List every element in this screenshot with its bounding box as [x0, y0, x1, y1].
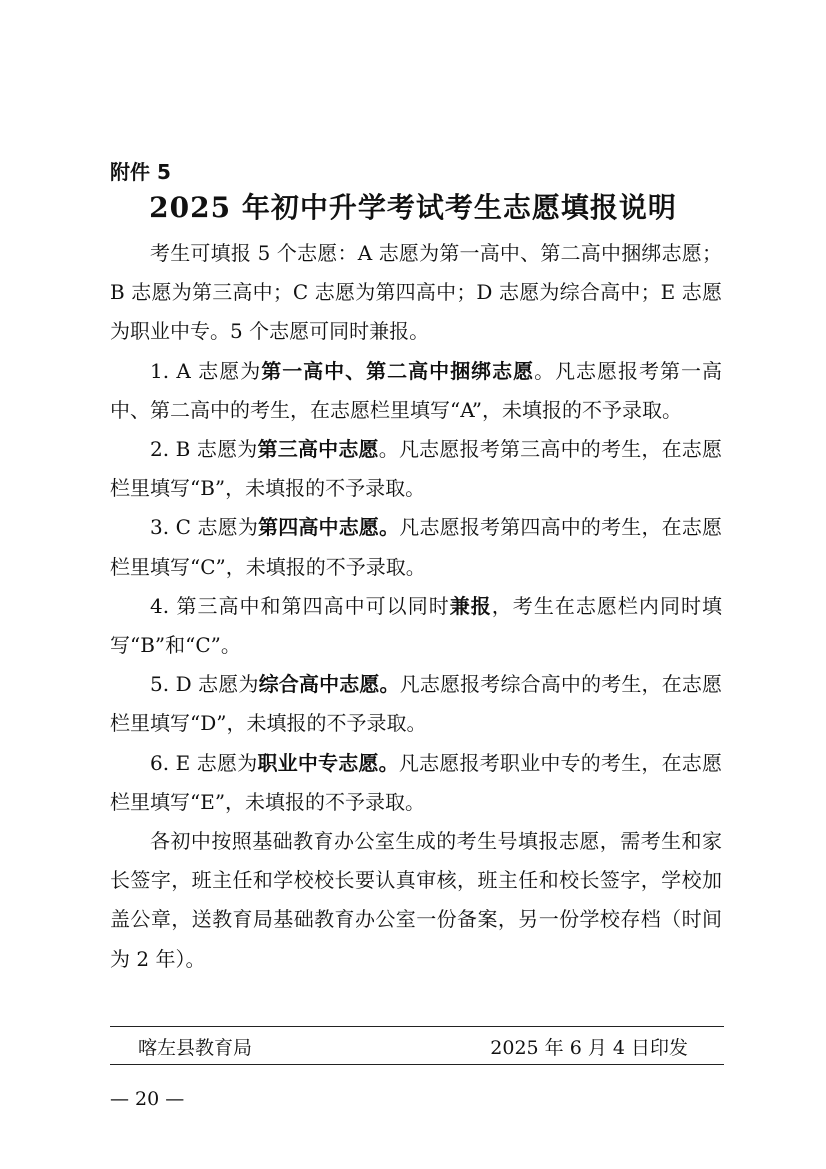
item-emphasis: 第四高中志愿。 [258, 515, 400, 540]
item-emphasis: 职业中专志愿。 [257, 750, 399, 775]
item-paragraph-5 [110, 665, 722, 743]
item-paragraph-3 [110, 508, 722, 586]
item-text: 3. C 志愿为 [150, 515, 259, 540]
item-text: 。凡志愿报考第一高中、第二高中的考生，在志愿栏里填写“A”，未填报的不予录取。 [110, 358, 723, 422]
item-paragraph-1 [110, 352, 722, 430]
page-number: — 20 — [110, 1088, 185, 1110]
issuer-name: 喀左县教育局 [138, 1037, 253, 1059]
document-body [110, 234, 722, 979]
footer-top-rule [110, 1026, 724, 1027]
attachment-label: 附件 5 [110, 160, 171, 184]
document-title: 2025 年初中升学考试考生志愿填报说明 [149, 191, 677, 224]
intro-paragraph: 考生可填报 5 个志愿：A 志愿为第一高中、第二高中捆绑志愿；B 志愿为第三高中；C 志愿为第四高中；D 志愿为综合高中；E 志愿为职业中专。5 个志愿可同时兼报。 [110, 241, 722, 344]
item-text: 4. 第三高中和第四高中可以同时 [150, 593, 450, 618]
item-emphasis: 综合高中志愿。 [258, 672, 400, 697]
closing-paragraph: 各初中按照基础教育办公室生成的考生号填报志愿，需考生和家长签字，班主任和学校校长要认真审核，班主任和校长签字，学校加盖公章，送教育局基础教育办公室一份备案，另一份学校存档（时间为 2 年）。 [110, 829, 722, 971]
item-text: 2. B 志愿为 [150, 437, 258, 462]
item-text: ，考生在志愿栏内同时填写“B”和“C”。 [110, 593, 722, 658]
item-text: 1. A 志愿为 [150, 358, 262, 383]
item-text: 凡志愿报考职业中专的考生，在志愿栏里填写“E”，未填报的不予录取。 [110, 750, 722, 814]
item-text: 凡志愿报考第四高中的考生，在志愿栏里填写“C”，未填报的不予录取。 [110, 515, 723, 579]
item-text: 。凡志愿报考第三高中的考生，在志愿栏里填写“B”，未填报的不予录取。 [110, 437, 723, 501]
item-paragraph-4 [110, 587, 722, 665]
footer-bottom-rule [110, 1064, 724, 1065]
item-text: 5. D 志愿为 [150, 672, 259, 697]
item-emphasis: 第三高中志愿 [257, 437, 379, 462]
item-text: 凡志愿报考综合高中的考生，在志愿栏里填写“D”，未填报的不予录取。 [110, 672, 722, 736]
item-paragraph-2 [110, 430, 722, 508]
item-text: 6. E 志愿为 [150, 750, 258, 775]
item-emphasis: 第一高中、第二高中捆绑志愿 [261, 358, 535, 383]
item-paragraph-6 [110, 744, 722, 822]
issue-date: 2025 年 6 月 4 日印发 [490, 1037, 688, 1059]
item-emphasis: 兼报 [449, 593, 492, 618]
